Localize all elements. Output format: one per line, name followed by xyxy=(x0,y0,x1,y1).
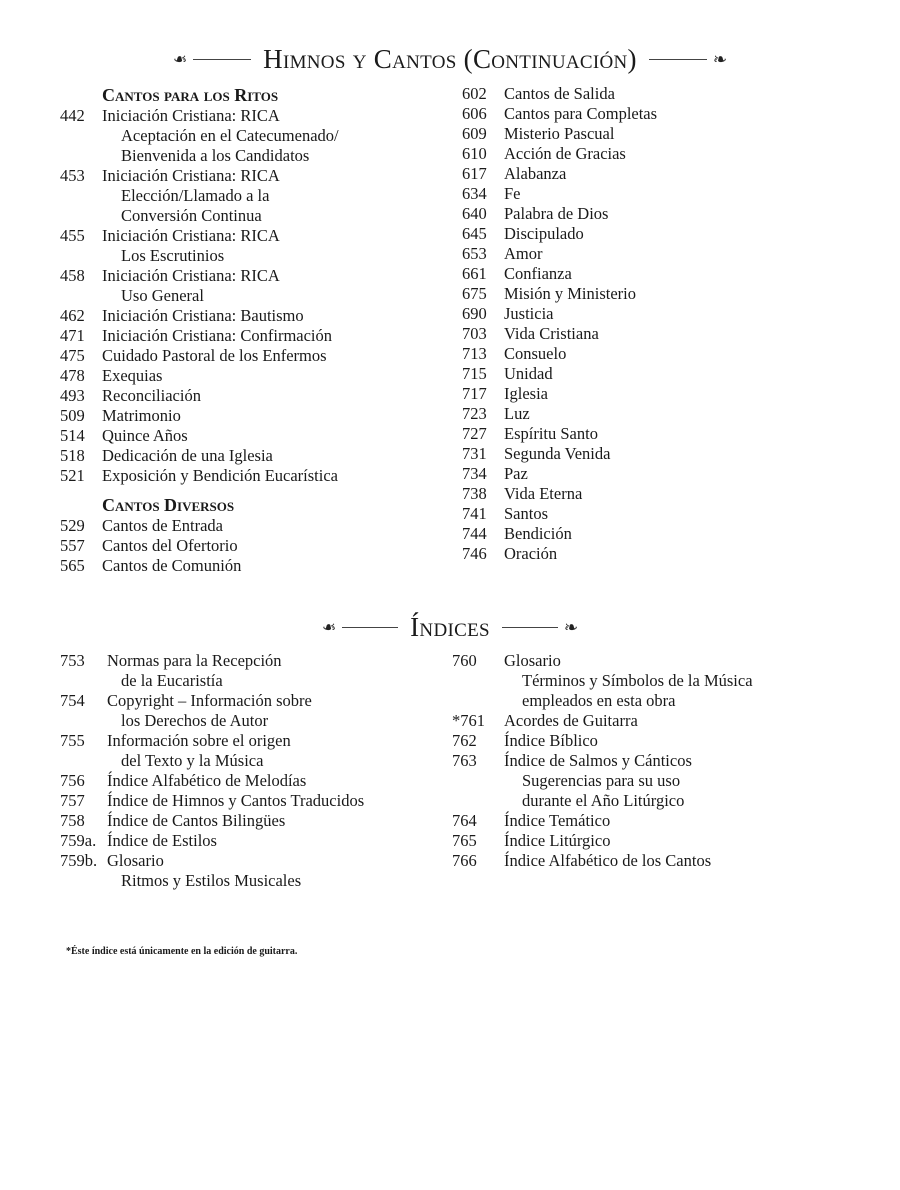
index-entry xyxy=(60,556,339,576)
index-entry xyxy=(462,544,657,564)
entry-subtitle: de la Eucaristía xyxy=(121,671,223,690)
left-fleuron-icon: ❧ xyxy=(172,50,188,69)
entry-title: Cuidado Pastoral de los Enfermos xyxy=(102,346,327,365)
entry-number: 764 xyxy=(452,811,477,830)
index-entry xyxy=(462,104,657,124)
entry-title: Espíritu Santo xyxy=(504,424,598,443)
entry-number: 766 xyxy=(452,851,477,870)
entry-number: 606 xyxy=(462,104,487,123)
entry-number: 727 xyxy=(462,424,487,443)
entry-title: Índice de Salmos y Cánticos xyxy=(504,751,692,770)
entry-title: Bendición xyxy=(504,524,572,543)
subhead-cantos-diversos: Cantos Diversos xyxy=(102,495,235,515)
heading-rule-left xyxy=(193,59,251,60)
index-entry xyxy=(452,711,753,731)
entry-title: Oración xyxy=(504,544,558,563)
entry-subtitle: Ritmos y Estilos Musicales xyxy=(121,871,302,890)
entry-subtitle: del Texto y la Música xyxy=(121,751,264,770)
hymns-right-column xyxy=(462,84,657,564)
entry-title: Información sobre el origen xyxy=(107,731,291,750)
entry-subtitle: los Derechos de Autor xyxy=(121,711,269,730)
entry-title: Iniciación Cristiana: RICA xyxy=(102,226,280,245)
entry-number: 738 xyxy=(462,484,487,503)
index-entry xyxy=(462,124,657,144)
index-entry xyxy=(452,831,753,851)
index-entry xyxy=(462,84,657,104)
entry-number: 754 xyxy=(60,691,85,710)
right-fleuron-icon: ❧ xyxy=(712,50,728,69)
entry-title: Cantos para Completas xyxy=(504,104,658,123)
entry-number: 617 xyxy=(462,164,487,183)
entry-number: 690 xyxy=(462,304,487,323)
entry-subtitle: Sugerencias para su uso xyxy=(522,771,681,790)
index-entry xyxy=(60,226,339,266)
index-entry xyxy=(60,346,339,366)
entry-title: Índice Alfabético de Melodías xyxy=(107,771,307,790)
entry-number: 442 xyxy=(60,106,85,125)
entry-title: Luz xyxy=(504,404,530,423)
section-heading-hymns xyxy=(0,44,900,75)
section-title-hymns: Himnos y Cantos (Continuación) xyxy=(263,44,637,74)
entry-title: Cantos de Salida xyxy=(504,84,615,103)
entry-number: 565 xyxy=(60,556,85,575)
entry-title: Acción de Gracias xyxy=(504,144,626,163)
index-entry xyxy=(462,504,657,524)
entry-number: 471 xyxy=(60,326,85,345)
index-entry xyxy=(60,166,339,226)
entry-title: Índice Bíblico xyxy=(504,731,598,750)
index-entry xyxy=(462,164,657,184)
index-entry xyxy=(462,464,657,484)
index-entry xyxy=(462,424,657,444)
index-entry xyxy=(60,406,339,426)
entry-title: Índice de Himnos y Cantos Traducidos xyxy=(107,791,365,810)
entry-number: 493 xyxy=(60,386,85,405)
entry-number: 763 xyxy=(452,751,477,770)
entry-number: 675 xyxy=(462,284,487,303)
entry-title: Cantos de Comunión xyxy=(102,556,242,575)
entry-number: 458 xyxy=(60,266,85,285)
index-entry xyxy=(462,284,657,304)
index-entry xyxy=(462,384,657,404)
entry-title: Reconciliación xyxy=(102,386,201,405)
subhead-cantos-ritos: Cantos para los Ritos xyxy=(102,85,279,105)
index-entry xyxy=(462,444,657,464)
index-entry xyxy=(452,731,753,751)
entry-number: 518 xyxy=(60,446,85,465)
entry-title: Iniciación Cristiana: Confirmación xyxy=(102,326,333,345)
index-entry xyxy=(462,144,657,164)
section-title-indices: Índices xyxy=(410,612,490,642)
index-entry xyxy=(462,344,657,364)
entry-subtitle: Términos y Símbolos de la Música xyxy=(522,671,753,690)
index-entry xyxy=(60,446,339,466)
entry-title: Índice Temático xyxy=(504,811,611,830)
indices-right-column xyxy=(452,651,753,871)
entry-title: Misión y Ministerio xyxy=(504,284,637,303)
entry-number: 514 xyxy=(60,426,85,445)
index-entry xyxy=(60,771,364,791)
entry-title: Santos xyxy=(504,504,549,523)
entry-title: Discipulado xyxy=(504,224,584,243)
entry-subtitle: Conversión Continua xyxy=(121,206,262,225)
entry-title: Confianza xyxy=(504,264,572,283)
heading-rule-right xyxy=(649,59,707,60)
entry-subtitle: Aceptación en el Catecumenado/ xyxy=(121,126,339,145)
index-entry xyxy=(462,304,657,324)
entry-title: Cantos de Entrada xyxy=(102,516,223,535)
index-entry xyxy=(60,651,364,691)
index-entry xyxy=(452,851,753,871)
entry-title: Vida Cristiana xyxy=(504,324,599,343)
index-entry xyxy=(60,306,339,326)
entry-number: 713 xyxy=(462,344,487,363)
entry-title: Justicia xyxy=(504,304,554,323)
entry-title: Normas para la Recepción xyxy=(107,651,282,670)
entry-number: 756 xyxy=(60,771,85,790)
entry-title: Iniciación Cristiana: RICA xyxy=(102,266,280,285)
entry-number: 757 xyxy=(60,791,85,810)
entry-number: 478 xyxy=(60,366,85,385)
entry-subtitle: empleados en esta obra xyxy=(522,691,676,710)
entry-number: 759b. xyxy=(60,851,98,870)
entry-title: Exposición y Bendición Eucarística xyxy=(102,466,338,485)
entry-title: Índice Alfabético de los Cantos xyxy=(504,851,712,870)
entry-number: 715 xyxy=(462,364,487,383)
index-entry xyxy=(462,184,657,204)
hymns-left-column xyxy=(60,84,339,576)
entry-title: Glosario xyxy=(107,851,164,870)
entry-title: Quince Años xyxy=(102,426,188,445)
index-entry xyxy=(60,426,339,446)
index-entry xyxy=(462,264,657,284)
entry-number: 462 xyxy=(60,306,85,325)
entry-number: 723 xyxy=(462,404,487,423)
heading-rule-left xyxy=(342,627,398,628)
ritos-list xyxy=(60,106,339,486)
entry-title: Amor xyxy=(504,244,543,263)
footnote: *Éste índice está únicamente en la edición de guitarra. xyxy=(66,946,298,957)
index-entry xyxy=(60,811,364,831)
entry-title: Segunda Venida xyxy=(504,444,611,463)
left-fleuron-icon: ❧ xyxy=(321,618,337,637)
index-entry xyxy=(462,364,657,384)
entry-title: Fe xyxy=(504,184,521,203)
entry-title: Dedicación de una Iglesia xyxy=(102,446,273,465)
entry-title: Iniciación Cristiana: RICA xyxy=(102,166,280,185)
index-entry xyxy=(60,731,364,771)
entry-title: Vida Eterna xyxy=(504,484,583,503)
index-entry xyxy=(462,224,657,244)
entry-number: 758 xyxy=(60,811,85,830)
entry-title: Alabanza xyxy=(504,164,567,183)
index-entry xyxy=(452,651,753,711)
index-entry xyxy=(452,811,753,831)
index-entry xyxy=(60,266,339,306)
entry-number: 557 xyxy=(60,536,85,555)
entry-title: Misterio Pascual xyxy=(504,124,615,143)
entry-number: 640 xyxy=(462,204,487,223)
entry-title: Índice de Estilos xyxy=(107,831,217,850)
entry-number: 744 xyxy=(462,524,487,543)
entry-title: Iglesia xyxy=(504,384,548,403)
entry-subtitle: Elección/Llamado a la xyxy=(121,186,270,205)
entry-title: Matrimonio xyxy=(102,406,181,425)
index-entry xyxy=(462,404,657,424)
entry-title: Glosario xyxy=(504,651,561,670)
entry-number: 762 xyxy=(452,731,477,750)
diversos-list xyxy=(60,516,339,576)
entry-title: Consuelo xyxy=(504,344,567,363)
entry-number: 645 xyxy=(462,224,487,243)
entry-subtitle: durante el Año Litúrgico xyxy=(522,791,685,810)
index-entry xyxy=(60,536,339,556)
index-entry xyxy=(60,366,339,386)
entry-title: Acordes de Guitarra xyxy=(504,711,638,730)
index-entry xyxy=(60,386,339,406)
entry-number: 521 xyxy=(60,466,85,485)
entry-title: Cantos del Ofertorio xyxy=(102,536,238,555)
entry-title: Iniciación Cristiana: RICA xyxy=(102,106,280,125)
entry-title: Exequias xyxy=(102,366,163,385)
heading-rule-right xyxy=(502,627,558,628)
index-entry xyxy=(452,751,753,811)
entry-number: 609 xyxy=(462,124,487,143)
entry-number: 759a. xyxy=(60,831,97,850)
indices-left-column xyxy=(60,651,364,891)
entry-title: Palabra de Dios xyxy=(504,204,609,223)
entry-subtitle: Uso General xyxy=(121,286,204,305)
entry-title: Índice Litúrgico xyxy=(504,831,611,850)
entry-subtitle: Bienvenida a los Candidatos xyxy=(121,146,310,165)
entry-number: 703 xyxy=(462,324,487,343)
entry-number: 755 xyxy=(60,731,85,750)
entry-number: 610 xyxy=(462,144,487,163)
index-entry xyxy=(462,484,657,504)
index-entry xyxy=(60,831,364,851)
entry-number: 760 xyxy=(452,651,477,670)
entry-number: 717 xyxy=(462,384,487,403)
entry-number: 753 xyxy=(60,651,85,670)
index-entry xyxy=(60,466,339,486)
entry-number: 653 xyxy=(462,244,487,263)
index-entry xyxy=(60,326,339,346)
section-heading-indices xyxy=(0,612,900,643)
entry-number: 765 xyxy=(452,831,477,850)
entry-subtitle: Los Escrutinios xyxy=(121,246,225,265)
entry-number: 741 xyxy=(462,504,487,523)
index-entry xyxy=(462,524,657,544)
entry-title: Copyright – Información sobre xyxy=(107,691,312,710)
entry-number: 475 xyxy=(60,346,85,365)
entry-number: *761 xyxy=(452,711,485,730)
index-entry xyxy=(60,691,364,731)
entry-title: Índice de Cantos Bilingües xyxy=(107,811,286,830)
entry-title: Paz xyxy=(504,464,528,483)
index-entry xyxy=(60,791,364,811)
index-entry xyxy=(60,516,339,536)
entry-number: 734 xyxy=(462,464,487,483)
entry-number: 529 xyxy=(60,516,85,535)
index-entry xyxy=(462,204,657,224)
entry-title: Iniciación Cristiana: Bautismo xyxy=(102,306,304,325)
index-entry xyxy=(462,244,657,264)
entry-number: 453 xyxy=(60,166,85,185)
index-entry xyxy=(462,324,657,344)
entry-number: 746 xyxy=(462,544,487,563)
entry-title: Unidad xyxy=(504,364,553,383)
entry-number: 602 xyxy=(462,84,487,103)
right-fleuron-icon: ❧ xyxy=(563,618,579,637)
entry-number: 455 xyxy=(60,226,85,245)
entry-number: 634 xyxy=(462,184,487,203)
entry-number: 661 xyxy=(462,264,487,283)
index-entry xyxy=(60,106,339,166)
entry-number: 731 xyxy=(462,444,487,463)
index-entry xyxy=(60,851,364,891)
entry-number: 509 xyxy=(60,406,85,425)
